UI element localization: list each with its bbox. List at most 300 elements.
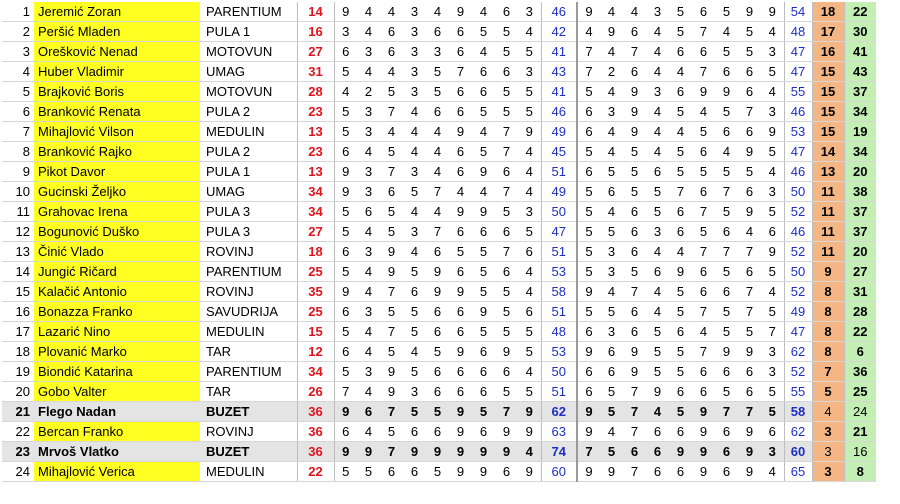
hole-score-cell: 9 (738, 202, 761, 222)
hole-score-cell: 7 (623, 282, 646, 302)
rank-cell: 18 (2, 342, 34, 362)
club-cell: UMAG (200, 62, 297, 82)
hole-score-cell: 6 (449, 42, 472, 62)
club-cell: MEDULIN (200, 322, 297, 342)
hole-score-cell: 3 (761, 362, 784, 382)
hole-score-cell: 6 (738, 382, 761, 402)
hole-score-cell: 3 (403, 42, 426, 62)
points-cell: 15 (812, 122, 844, 142)
hole-score-cell: 7 (669, 182, 692, 202)
hole-score-cell: 5 (403, 182, 426, 202)
results-body (2, 2, 876, 482)
in-total-cell: 46 (784, 222, 812, 242)
hole-score-cell: 5 (646, 322, 669, 342)
hole-score-cell: 5 (692, 162, 715, 182)
club-cell: PARENTIUM (200, 262, 297, 282)
hole-score-cell: 6 (449, 322, 472, 342)
hole-score-cell: 5 (715, 2, 738, 22)
rank-cell: 22 (2, 422, 34, 442)
hole-score-cell: 5 (380, 222, 403, 242)
hole-score-cell: 5 (403, 262, 426, 282)
hole-score-cell: 5 (380, 342, 403, 362)
hole-score-cell: 3 (403, 382, 426, 402)
hole-score-cell: 6 (334, 142, 357, 162)
total-points-cell: 31 (844, 282, 876, 302)
hole-score-cell: 7 (738, 242, 761, 262)
total-points-cell: 19 (844, 122, 876, 142)
hole-score-cell: 5 (715, 262, 738, 282)
points-cell: 3 (812, 442, 844, 462)
hole-score-cell: 4 (646, 62, 669, 82)
hole-score-cell: 9 (426, 262, 449, 282)
hole-score-cell: 5 (334, 462, 357, 482)
hole-score-cell: 2 (357, 82, 380, 102)
out-total-cell: 51 (541, 382, 577, 402)
table-row (2, 462, 876, 482)
total-points-cell: 41 (844, 42, 876, 62)
in-total-cell: 62 (784, 342, 812, 362)
hole-score-cell: 9 (623, 102, 646, 122)
hole-score-cell: 5 (334, 62, 357, 82)
hole-score-cell: 6 (380, 22, 403, 42)
hole-score-cell: 4 (357, 62, 380, 82)
hole-score-cell: 3 (426, 42, 449, 62)
hole-score-cell: 5 (761, 262, 784, 282)
hole-score-cell: 3 (518, 202, 541, 222)
total-points-cell: 36 (844, 362, 876, 382)
hole-score-cell: 5 (518, 342, 541, 362)
hole-score-cell: 9 (449, 122, 472, 142)
hole-score-cell: 7 (692, 62, 715, 82)
hole-score-cell: 3 (600, 242, 623, 262)
in-total-cell: 50 (784, 262, 812, 282)
hole-score-cell: 9 (738, 462, 761, 482)
hole-score-cell: 9 (449, 342, 472, 362)
hole-score-cell: 7 (449, 62, 472, 82)
hole-score-cell: 6 (472, 382, 495, 402)
hole-score-cell: 9 (495, 422, 518, 442)
hole-score-cell: 9 (669, 442, 692, 462)
hole-score-cell: 6 (357, 202, 380, 222)
hole-score-cell: 9 (577, 402, 600, 422)
total-points-cell: 25 (844, 382, 876, 402)
hole-score-cell: 3 (403, 162, 426, 182)
points-cell: 18 (812, 2, 844, 22)
points-cell: 5 (812, 382, 844, 402)
hole-score-cell: 5 (518, 382, 541, 402)
hole-score-cell: 7 (334, 382, 357, 402)
hole-score-cell: 5 (472, 282, 495, 302)
hole-score-cell: 3 (403, 62, 426, 82)
handicap-cell: 27 (297, 42, 334, 62)
hole-score-cell: 6 (334, 342, 357, 362)
hole-score-cell: 5 (380, 202, 403, 222)
hole-score-cell: 3 (403, 22, 426, 42)
handicap-cell: 31 (297, 62, 334, 82)
hole-score-cell: 7 (380, 102, 403, 122)
handicap-cell: 16 (297, 22, 334, 42)
table-row (2, 382, 876, 402)
total-points-cell: 20 (844, 162, 876, 182)
club-cell: TAR (200, 382, 297, 402)
hole-score-cell: 4 (761, 162, 784, 182)
hole-score-cell: 6 (600, 182, 623, 202)
hole-score-cell: 9 (380, 362, 403, 382)
in-total-cell: 47 (784, 42, 812, 62)
hole-score-cell: 6 (449, 222, 472, 242)
table-row (2, 2, 876, 22)
hole-score-cell: 5 (669, 342, 692, 362)
handicap-cell: 34 (297, 202, 334, 222)
hole-score-cell: 9 (715, 82, 738, 102)
points-cell: 4 (812, 402, 844, 422)
player-name-cell: Huber Vladimir (34, 62, 200, 82)
hole-score-cell: 3 (357, 302, 380, 322)
handicap-cell: 26 (297, 382, 334, 402)
hole-score-cell: 5 (669, 282, 692, 302)
hole-score-cell: 5 (495, 82, 518, 102)
total-points-cell: 24 (844, 402, 876, 422)
hole-score-cell: 6 (692, 42, 715, 62)
hole-score-cell: 6 (669, 222, 692, 242)
in-total-cell: 53 (784, 122, 812, 142)
hole-score-cell: 9 (495, 342, 518, 362)
rank-cell: 12 (2, 222, 34, 242)
hole-score-cell: 6 (646, 162, 669, 182)
table-row (2, 442, 876, 462)
table-row (2, 102, 876, 122)
player-name-cell: Biondić Katarina (34, 362, 200, 382)
hole-score-cell: 4 (426, 162, 449, 182)
hole-score-cell: 6 (426, 362, 449, 382)
in-total-cell: 49 (784, 302, 812, 322)
hole-score-cell: 5 (380, 302, 403, 322)
hole-score-cell: 4 (334, 82, 357, 102)
hole-score-cell: 4 (357, 22, 380, 42)
total-points-cell: 30 (844, 22, 876, 42)
hole-score-cell: 4 (403, 342, 426, 362)
hole-score-cell: 4 (357, 222, 380, 242)
hole-score-cell: 5 (761, 302, 784, 322)
hole-score-cell: 4 (426, 122, 449, 142)
hole-score-cell: 5 (426, 462, 449, 482)
hole-score-cell: 5 (357, 462, 380, 482)
hole-score-cell: 7 (495, 182, 518, 202)
hole-score-cell: 6 (495, 62, 518, 82)
hole-score-cell: 5 (715, 382, 738, 402)
hole-score-cell: 5 (518, 322, 541, 342)
out-total-cell: 58 (541, 282, 577, 302)
hole-score-cell: 9 (738, 442, 761, 462)
hole-score-cell: 5 (692, 122, 715, 142)
hole-score-cell: 6 (715, 442, 738, 462)
hole-score-cell: 6 (495, 162, 518, 182)
hole-score-cell: 6 (623, 202, 646, 222)
in-total-cell: 54 (784, 2, 812, 22)
hole-score-cell: 4 (669, 122, 692, 142)
hole-score-cell: 5 (495, 282, 518, 302)
in-total-cell: 58 (784, 402, 812, 422)
hole-score-cell: 6 (669, 42, 692, 62)
total-points-cell: 34 (844, 142, 876, 162)
hole-score-cell: 5 (518, 82, 541, 102)
club-cell: SAVUDRIJA (200, 302, 297, 322)
rank-cell: 8 (2, 142, 34, 162)
rank-cell: 17 (2, 322, 34, 342)
player-name-cell: Kalačić Antonio (34, 282, 200, 302)
hole-score-cell: 6 (669, 322, 692, 342)
hole-score-cell: 3 (334, 22, 357, 42)
hole-score-cell: 4 (646, 402, 669, 422)
hole-score-cell: 6 (646, 262, 669, 282)
hole-score-cell: 5 (403, 402, 426, 422)
hole-score-cell: 5 (738, 22, 761, 42)
hole-score-cell: 6 (623, 442, 646, 462)
hole-score-cell: 7 (380, 402, 403, 422)
hole-score-cell: 9 (692, 402, 715, 422)
table-row (2, 122, 876, 142)
hole-score-cell: 4 (715, 22, 738, 42)
hole-score-cell: 5 (715, 322, 738, 342)
hole-score-cell: 9 (623, 82, 646, 102)
hole-score-cell: 6 (577, 322, 600, 342)
hole-score-cell: 9 (334, 162, 357, 182)
points-cell: 8 (812, 282, 844, 302)
hole-score-cell: 4 (646, 122, 669, 142)
hole-score-cell: 3 (357, 182, 380, 202)
hole-score-cell: 5 (472, 142, 495, 162)
hole-score-cell: 5 (715, 42, 738, 62)
player-name-cell: Jungić Ričard (34, 262, 200, 282)
hole-score-cell: 9 (472, 162, 495, 182)
hole-score-cell: 9 (738, 142, 761, 162)
hole-score-cell: 6 (623, 62, 646, 82)
hole-score-cell: 5 (669, 22, 692, 42)
hole-score-cell: 5 (577, 242, 600, 262)
table-row (2, 62, 876, 82)
hole-score-cell: 4 (518, 282, 541, 302)
hole-score-cell: 6 (715, 362, 738, 382)
hole-score-cell: 6 (449, 302, 472, 322)
hole-score-cell: 6 (495, 2, 518, 22)
points-cell: 11 (812, 182, 844, 202)
hole-score-cell: 6 (646, 442, 669, 462)
in-total-cell: 65 (784, 462, 812, 482)
hole-score-cell: 6 (334, 42, 357, 62)
hole-score-cell: 9 (577, 282, 600, 302)
hole-score-cell: 5 (669, 142, 692, 162)
out-total-cell: 49 (541, 122, 577, 142)
player-name-cell: Orešković Nenad (34, 42, 200, 62)
hole-score-cell: 9 (738, 2, 761, 22)
hole-score-cell: 9 (334, 2, 357, 22)
hole-score-cell: 7 (495, 402, 518, 422)
in-total-cell: 47 (784, 322, 812, 342)
handicap-cell: 14 (297, 2, 334, 22)
player-name-cell: Mihajlović Verica (34, 462, 200, 482)
hole-score-cell: 4 (692, 322, 715, 342)
rank-cell: 1 (2, 2, 34, 22)
hole-score-cell: 9 (472, 202, 495, 222)
points-cell: 8 (812, 302, 844, 322)
total-points-cell: 20 (844, 242, 876, 262)
total-points-cell: 38 (844, 182, 876, 202)
handicap-cell: 25 (297, 262, 334, 282)
hole-score-cell: 6 (426, 382, 449, 402)
hole-score-cell: 4 (380, 122, 403, 142)
points-cell: 3 (812, 462, 844, 482)
hole-score-cell: 7 (692, 302, 715, 322)
hole-score-cell: 9 (692, 82, 715, 102)
player-name-cell: Mrvoš Vlatko (34, 442, 200, 462)
hole-score-cell: 5 (761, 142, 784, 162)
total-points-cell: 22 (844, 322, 876, 342)
hole-score-cell: 9 (357, 442, 380, 462)
hole-score-cell: 5 (334, 202, 357, 222)
table-row (2, 282, 876, 302)
hole-score-cell: 6 (426, 102, 449, 122)
hole-score-cell: 5 (761, 62, 784, 82)
hole-score-cell: 5 (495, 302, 518, 322)
hole-score-cell: 7 (692, 22, 715, 42)
in-total-cell: 47 (784, 62, 812, 82)
hole-score-cell: 5 (577, 222, 600, 242)
club-cell: BUZET (200, 402, 297, 422)
out-total-cell: 51 (541, 162, 577, 182)
hole-score-cell: 6 (380, 182, 403, 202)
player-name-cell: Grahovac Irena (34, 202, 200, 222)
out-total-cell: 74 (541, 442, 577, 462)
hole-score-cell: 7 (761, 322, 784, 342)
hole-score-cell: 5 (738, 322, 761, 342)
table-row (2, 222, 876, 242)
hole-score-cell: 7 (715, 242, 738, 262)
hole-score-cell: 2 (600, 62, 623, 82)
hole-score-cell: 4 (646, 142, 669, 162)
hole-score-cell: 4 (646, 282, 669, 302)
hole-score-cell: 6 (403, 462, 426, 482)
club-cell: PULA 1 (200, 162, 297, 182)
hole-score-cell: 6 (669, 202, 692, 222)
points-cell: 15 (812, 62, 844, 82)
hole-score-cell: 4 (357, 282, 380, 302)
points-cell: 16 (812, 42, 844, 62)
hole-score-cell: 4 (426, 142, 449, 162)
hole-score-cell: 3 (761, 102, 784, 122)
in-total-cell: 62 (784, 422, 812, 442)
hole-score-cell: 6 (715, 222, 738, 242)
rank-cell: 16 (2, 302, 34, 322)
table-row (2, 142, 876, 162)
hole-score-cell: 6 (472, 82, 495, 102)
handicap-cell: 12 (297, 342, 334, 362)
table-row (2, 22, 876, 42)
hole-score-cell: 6 (426, 322, 449, 342)
hole-score-cell: 5 (669, 162, 692, 182)
hole-score-cell: 5 (623, 162, 646, 182)
hole-score-cell: 4 (518, 262, 541, 282)
hole-score-cell: 4 (518, 22, 541, 42)
hole-score-cell: 5 (577, 202, 600, 222)
hole-score-cell: 6 (426, 302, 449, 322)
rank-cell: 4 (2, 62, 34, 82)
points-cell: 17 (812, 22, 844, 42)
hole-score-cell: 6 (692, 282, 715, 302)
hole-score-cell: 5 (600, 162, 623, 182)
out-total-cell: 51 (541, 242, 577, 262)
hole-score-cell: 6 (472, 362, 495, 382)
in-total-cell: 46 (784, 162, 812, 182)
out-total-cell: 45 (541, 142, 577, 162)
hole-score-cell: 4 (380, 2, 403, 22)
hole-score-cell: 3 (761, 42, 784, 62)
hole-score-cell: 4 (761, 22, 784, 42)
hole-score-cell: 6 (518, 242, 541, 262)
total-points-cell: 37 (844, 202, 876, 222)
hole-score-cell: 6 (426, 22, 449, 42)
in-total-cell: 60 (784, 442, 812, 462)
hole-score-cell: 5 (600, 442, 623, 462)
hole-score-cell: 9 (761, 242, 784, 262)
handicap-cell: 28 (297, 82, 334, 102)
hole-score-cell: 4 (646, 242, 669, 262)
club-cell: MOTOVUN (200, 82, 297, 102)
hole-score-cell: 6 (449, 162, 472, 182)
handicap-cell: 13 (297, 122, 334, 142)
hole-score-cell: 4 (646, 302, 669, 322)
hole-score-cell: 7 (738, 402, 761, 422)
hole-score-cell: 4 (403, 202, 426, 222)
hole-score-cell: 6 (495, 222, 518, 242)
hole-score-cell: 3 (518, 2, 541, 22)
rank-cell: 21 (2, 402, 34, 422)
hole-score-cell: 4 (472, 182, 495, 202)
total-points-cell: 37 (844, 82, 876, 102)
out-total-cell: 41 (541, 42, 577, 62)
hole-score-cell: 9 (761, 122, 784, 142)
hole-score-cell: 6 (403, 282, 426, 302)
hole-score-cell: 9 (426, 282, 449, 302)
hole-score-cell: 3 (403, 2, 426, 22)
hole-score-cell: 9 (715, 342, 738, 362)
hole-score-cell: 4 (449, 182, 472, 202)
hole-score-cell: 5 (577, 142, 600, 162)
hole-score-cell: 9 (623, 362, 646, 382)
hole-score-cell: 6 (449, 82, 472, 102)
hole-score-cell: 9 (426, 442, 449, 462)
hole-score-cell: 6 (738, 182, 761, 202)
hole-score-cell: 6 (449, 22, 472, 42)
hole-score-cell: 7 (495, 142, 518, 162)
hole-score-cell: 7 (495, 122, 518, 142)
hole-score-cell: 5 (669, 102, 692, 122)
hole-score-cell: 3 (357, 362, 380, 382)
total-points-cell: 27 (844, 262, 876, 282)
hole-score-cell: 9 (334, 442, 357, 462)
hole-score-cell: 6 (577, 122, 600, 142)
hole-score-cell: 9 (669, 262, 692, 282)
total-points-cell: 28 (844, 302, 876, 322)
handicap-cell: 13 (297, 162, 334, 182)
hole-score-cell: 9 (761, 2, 784, 22)
hole-score-cell: 3 (600, 322, 623, 342)
points-cell: 11 (812, 202, 844, 222)
points-cell: 9 (812, 262, 844, 282)
hole-score-cell: 5 (495, 42, 518, 62)
hole-score-cell: 6 (334, 242, 357, 262)
player-name-cell: Bercan Franko (34, 422, 200, 442)
handicap-cell: 36 (297, 402, 334, 422)
